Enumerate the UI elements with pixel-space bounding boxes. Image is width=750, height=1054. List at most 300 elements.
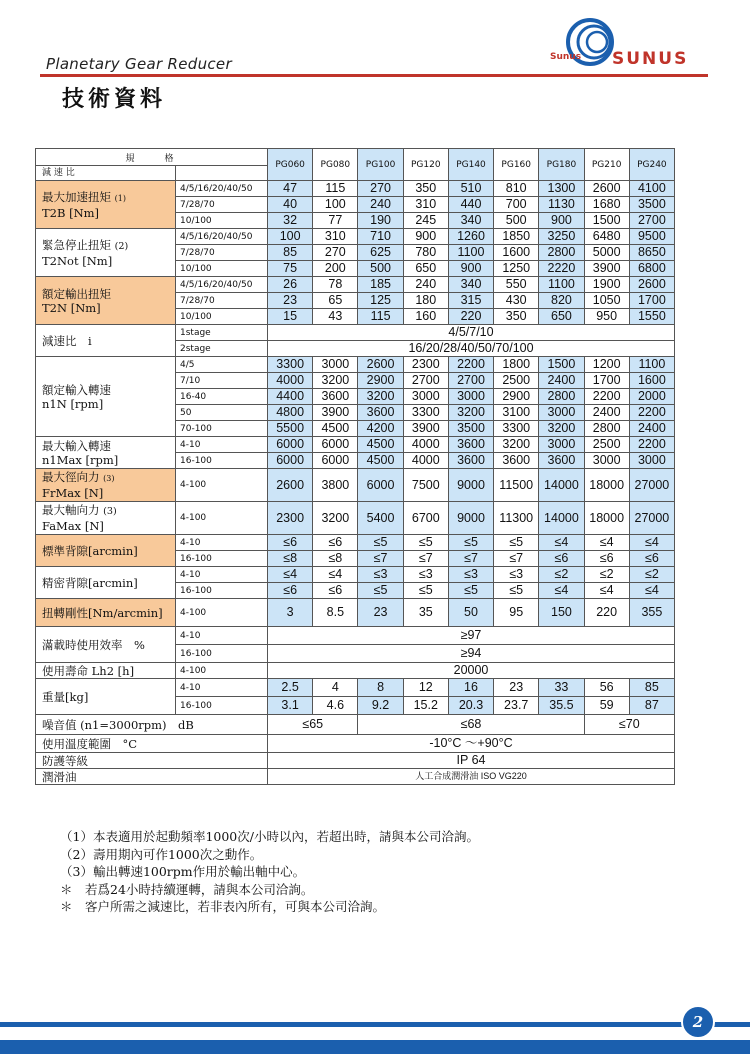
value-cell: 700 [494, 197, 539, 213]
value-cell: ≥97 [268, 627, 675, 645]
value-cell: 2000 [629, 389, 674, 405]
value-cell: 12 [403, 679, 448, 697]
table-row [36, 469, 675, 502]
ratio-cell: 16-100 [176, 645, 268, 663]
row-label: 最大軸向力 [42, 503, 100, 517]
value-cell: ≤4 [584, 583, 629, 599]
table-row [36, 149, 675, 166]
value-cell: ≤6 [313, 583, 358, 599]
value-cell: 8 [358, 679, 403, 697]
footer-divider [0, 1022, 750, 1027]
value-cell: 4200 [358, 421, 403, 437]
ratio-cell: 1stage [176, 325, 268, 341]
value-cell: 1300 [539, 181, 584, 197]
value-cell: 18000 [584, 469, 629, 502]
value-cell: 950 [584, 309, 629, 325]
value-cell: 2700 [629, 213, 674, 229]
row-header [36, 567, 176, 599]
value-cell: 3000 [448, 389, 493, 405]
value-cell: 4/5/7/10 [268, 325, 675, 341]
value-cell: ≤4 [629, 535, 674, 551]
value-cell: 200 [313, 261, 358, 277]
value-cell: 2500 [494, 373, 539, 389]
value-cell: 7500 [403, 469, 448, 502]
value-cell: 6800 [629, 261, 674, 277]
value-cell: ≤4 [584, 535, 629, 551]
row-label: 標準背隙[arcmin] [42, 543, 138, 558]
note-3: （3）輸出轉速100rpm作用於輸出軸中心。 [60, 864, 306, 879]
ratio-cell: 4-10 [176, 567, 268, 583]
table-row [36, 599, 675, 627]
value-cell: 6480 [584, 229, 629, 245]
value-cell: 3600 [313, 389, 358, 405]
value-cell: ≤5 [403, 535, 448, 551]
value-cell: ≤3 [494, 567, 539, 583]
value-cell: ≤6 [313, 535, 358, 551]
value-cell: 2200 [584, 389, 629, 405]
value-cell: ≤5 [494, 535, 539, 551]
value-cell: 5400 [358, 502, 403, 535]
page-title: 技術資料 [62, 86, 167, 112]
value-cell: 85 [629, 679, 674, 697]
value-cell: 2600 [584, 181, 629, 197]
value-cell: 150 [539, 599, 584, 627]
value-cell: 650 [403, 261, 448, 277]
value-cell: 23 [494, 679, 539, 697]
value-cell: 4500 [358, 453, 403, 469]
value-cell: 40 [268, 197, 313, 213]
value-cell: 4800 [268, 405, 313, 421]
value-cell: 85 [268, 245, 313, 261]
ratio-cell: 4/5 [176, 357, 268, 373]
value-cell: 35 [403, 599, 448, 627]
value-cell: 27000 [629, 502, 674, 535]
model-header: PG180 [539, 149, 584, 181]
value-cell: 2300 [268, 502, 313, 535]
value-cell: 3600 [494, 453, 539, 469]
value-cell: 59 [584, 697, 629, 715]
row-header: 減速比 i [36, 325, 176, 357]
value-cell: 75 [268, 261, 313, 277]
value-cell: 3200 [539, 421, 584, 437]
row-header: 滿載時使用效率 % [36, 627, 176, 663]
table-row [36, 769, 675, 785]
value-cell: 625 [358, 245, 403, 261]
spec-header: 規 格 [36, 149, 268, 166]
table-row [36, 502, 675, 535]
row-header [36, 599, 176, 627]
note-4: ＊ 若爲24小時持續運轉，請與本公司洽詢。 [60, 881, 314, 897]
value-cell: 16 [448, 679, 493, 697]
value-cell: 26 [268, 277, 313, 293]
table-row [36, 735, 675, 753]
value-cell: 9000 [448, 469, 493, 502]
value-cell: ≥94 [268, 645, 675, 663]
value-cell: 2600 [629, 277, 674, 293]
value-cell: 1700 [629, 293, 674, 309]
value-cell: ≤7 [448, 551, 493, 567]
value-cell: 2500 [584, 437, 629, 453]
note-2: （2）壽用期內可作1000次之動作。 [60, 846, 263, 862]
ratio-cell: 4-100 [176, 469, 268, 502]
value-cell: -10°C ～+90°C [268, 735, 675, 753]
value-cell: 3200 [313, 373, 358, 389]
value-cell: ≤2 [539, 567, 584, 583]
ratio-cell: 16-100 [176, 551, 268, 567]
row-header: 噪音值 (n1=3000rpm) dB [36, 715, 268, 735]
value-cell: 1850 [494, 229, 539, 245]
value-cell: 1100 [629, 357, 674, 373]
value-cell: 3000 [539, 437, 584, 453]
ratio-cell: 10/100 [176, 261, 268, 277]
value-cell: 1100 [539, 277, 584, 293]
value-cell: 2200 [629, 437, 674, 453]
value-cell: 2900 [494, 389, 539, 405]
value-cell: 6000 [268, 437, 313, 453]
value-cell: 1600 [629, 373, 674, 389]
value-cell: 220 [448, 309, 493, 325]
value-cell: 3600 [448, 453, 493, 469]
model-header: PG240 [629, 149, 674, 181]
spec-table [35, 148, 675, 785]
value-cell: 20000 [268, 663, 675, 679]
value-cell: 3200 [448, 405, 493, 421]
value-cell: 315 [448, 293, 493, 309]
value-cell: 430 [494, 293, 539, 309]
value-cell: 2400 [584, 405, 629, 421]
value-cell: 3000 [584, 453, 629, 469]
value-cell: 4100 [629, 181, 674, 197]
value-cell: 3200 [494, 437, 539, 453]
value-cell: 35.5 [539, 697, 584, 715]
value-cell: 270 [313, 245, 358, 261]
value-cell: 1050 [584, 293, 629, 309]
row-label: 額定輸出扭矩 [42, 286, 111, 301]
value-cell: ≤5 [358, 535, 403, 551]
value-cell: 2400 [539, 373, 584, 389]
value-cell: 23 [358, 599, 403, 627]
value-cell: 440 [448, 197, 493, 213]
value-cell: ≤3 [448, 567, 493, 583]
value-cell: 5000 [584, 245, 629, 261]
row-symbol: n1Max [rpm] [42, 452, 119, 467]
value-cell: 4000 [403, 437, 448, 453]
value-cell: ≤5 [448, 583, 493, 599]
value-cell: 77 [313, 213, 358, 229]
value-cell: 1600 [494, 245, 539, 261]
value-cell: 3250 [539, 229, 584, 245]
value-cell: ≤3 [358, 567, 403, 583]
value-cell: 3100 [494, 405, 539, 421]
model-header: PG210 [584, 149, 629, 181]
ratio-cell: 4/5/16/20/40/50 [176, 181, 268, 197]
value-cell: ≤4 [313, 567, 358, 583]
value-cell: 2900 [358, 373, 403, 389]
value-cell: 27000 [629, 469, 674, 502]
value-cell: 550 [494, 277, 539, 293]
row-note: (2) [114, 240, 129, 252]
value-cell: 100 [268, 229, 313, 245]
value-cell: 78 [313, 277, 358, 293]
value-cell: 180 [403, 293, 448, 309]
value-cell: ≤2 [629, 567, 674, 583]
row-label: 緊急停止扭矩 [42, 237, 111, 252]
value-cell: 3000 [629, 453, 674, 469]
value-cell: 87 [629, 697, 674, 715]
table-row [36, 715, 675, 735]
logo-small-text: Sunus [550, 52, 582, 62]
value-cell: 2700 [448, 373, 493, 389]
model-header: PG140 [448, 149, 493, 181]
value-cell: ≤6 [539, 551, 584, 567]
value-cell: 1130 [539, 197, 584, 213]
table-row [36, 181, 675, 197]
value-cell: 900 [403, 229, 448, 245]
value-cell: 3600 [358, 405, 403, 421]
value-cell: 2200 [629, 405, 674, 421]
ratio-cell: 4-100 [176, 663, 268, 679]
value-cell: 1800 [494, 357, 539, 373]
table-row [36, 753, 675, 769]
value-cell: ≤6 [268, 583, 313, 599]
value-cell: ≤8 [268, 551, 313, 567]
ratio-cell: 4-10 [176, 535, 268, 551]
table-row [36, 229, 675, 245]
value-cell: 1900 [584, 277, 629, 293]
row-label: 最大輸入轉速 [42, 438, 111, 453]
value-cell: 47 [268, 181, 313, 197]
value-cell: 340 [448, 277, 493, 293]
value-cell: 1500 [539, 357, 584, 373]
model-header: PG120 [403, 149, 448, 181]
value-cell: ≤4 [629, 583, 674, 599]
ratio-cell: 7/28/70 [176, 245, 268, 261]
value-cell: ≤6 [268, 535, 313, 551]
table-row [36, 535, 675, 551]
value-cell: 15 [268, 309, 313, 325]
notes [60, 828, 479, 916]
ratio-cell: 16-100 [176, 453, 268, 469]
value-cell: 1260 [448, 229, 493, 245]
value-cell: 1100 [448, 245, 493, 261]
value-cell: 1250 [494, 261, 539, 277]
row-symbol: T2B [Nm] [42, 205, 100, 220]
value-cell: 355 [629, 599, 674, 627]
value-cell: 4500 [358, 437, 403, 453]
value-cell: 2800 [584, 421, 629, 437]
value-cell: 340 [448, 213, 493, 229]
ratio-cell: 70-100 [176, 421, 268, 437]
document-title: Planetary Gear Reducer [46, 55, 232, 73]
row-header [36, 535, 176, 567]
row-header: 防護等級 [36, 753, 268, 769]
value-cell: 3000 [403, 389, 448, 405]
row-note: (1) [114, 193, 126, 203]
row-header [36, 181, 176, 229]
value-cell: 2800 [539, 389, 584, 405]
value-cell: 3200 [358, 389, 403, 405]
value-cell: ≤4 [539, 583, 584, 599]
value-cell: 4.6 [313, 697, 358, 715]
value-cell: 14000 [539, 502, 584, 535]
value-cell: 3300 [494, 421, 539, 437]
row-header: 使用溫度範圍 °C [36, 735, 268, 753]
value-cell: 2400 [629, 421, 674, 437]
value-cell: 3000 [313, 357, 358, 373]
value-cell: ≤7 [494, 551, 539, 567]
row-header [36, 469, 176, 502]
value-cell: ≤5 [494, 583, 539, 599]
value-cell: ≤7 [403, 551, 448, 567]
value-cell: 5500 [268, 421, 313, 437]
table-row [36, 437, 675, 453]
value-cell: 18000 [584, 502, 629, 535]
ratio-cell: 4-10 [176, 679, 268, 697]
value-cell: 3500 [448, 421, 493, 437]
value-cell: 500 [494, 213, 539, 229]
value-cell: 6000 [358, 469, 403, 502]
value-cell: 185 [358, 277, 403, 293]
row-symbol: T2Not [Nm] [42, 253, 113, 268]
value-cell: 3600 [539, 453, 584, 469]
ratio-cell: 4-10 [176, 627, 268, 645]
value-cell: 2220 [539, 261, 584, 277]
value-cell: ≤6 [584, 551, 629, 567]
value-cell: 6700 [403, 502, 448, 535]
value-cell: 500 [358, 261, 403, 277]
ratio-cell: 7/10 [176, 373, 268, 389]
ratio-cell: 16-100 [176, 583, 268, 599]
row-note: (3) [103, 474, 115, 483]
ratio-cell: 10/100 [176, 309, 268, 325]
value-cell: 50 [448, 599, 493, 627]
value-cell: ≤4 [539, 535, 584, 551]
row-symbol: FaMax [N] [42, 519, 104, 533]
value-cell: 270 [358, 181, 403, 197]
value-cell: 1500 [584, 213, 629, 229]
value-cell: 510 [448, 181, 493, 197]
row-label: 最大徑向力 [42, 470, 100, 484]
value-cell: 350 [494, 309, 539, 325]
row-header [36, 229, 176, 277]
table-row [36, 277, 675, 293]
ratio-header: 減 速 比 [36, 166, 176, 181]
value-cell: 3900 [584, 261, 629, 277]
value-cell: ≤7 [358, 551, 403, 567]
value-cell: 710 [358, 229, 403, 245]
value-cell: 2600 [358, 357, 403, 373]
value-cell: 2800 [539, 245, 584, 261]
ratio-cell: 7/28/70 [176, 197, 268, 213]
value-cell: 15.2 [403, 697, 448, 715]
value-cell: 3000 [539, 405, 584, 421]
model-header: PG100 [358, 149, 403, 181]
value-cell: 125 [358, 293, 403, 309]
brand-name: SUNUS [612, 49, 689, 69]
value-cell: 1680 [584, 197, 629, 213]
row-label: 扭轉剛性[Nm/arcmin] [42, 605, 163, 620]
row-label: 精密背隙[arcmin] [42, 575, 138, 590]
ratio-cell: 4-10 [176, 437, 268, 453]
value-cell: 1200 [584, 357, 629, 373]
value-cell: 11500 [494, 469, 539, 502]
ratio-cell: 10/100 [176, 213, 268, 229]
value-cell: 33 [539, 679, 584, 697]
row-header: 潤滑油 [36, 769, 268, 785]
table-row [36, 679, 675, 697]
value-cell: 240 [358, 197, 403, 213]
table-row [36, 627, 675, 645]
row-label: 重量[kg] [42, 689, 89, 704]
value-cell: 245 [403, 213, 448, 229]
ratio-cell: 4/5/16/20/40/50 [176, 229, 268, 245]
value-cell: 3800 [313, 469, 358, 502]
value-cell: ≤5 [403, 583, 448, 599]
value-cell: 65 [313, 293, 358, 309]
value-cell: 4400 [268, 389, 313, 405]
value-cell: 9000 [448, 502, 493, 535]
row-header [36, 437, 176, 469]
note-1: （1）本表適用於起動頻率1000次/小時以內，若超出時，請與本公司洽詢。 [60, 829, 479, 844]
value-cell: ≤8 [313, 551, 358, 567]
value-cell: 9.2 [358, 697, 403, 715]
note-5: ＊ 客户所需之減速比，若非表內所有，可與本公司洽詢。 [60, 899, 386, 914]
row-symbol: n1N [rpm] [42, 396, 104, 411]
table-row [36, 325, 675, 341]
value-cell: 2300 [403, 357, 448, 373]
value-cell: 20.3 [448, 697, 493, 715]
value-cell: 810 [494, 181, 539, 197]
row-label: 額定輸入轉速 [42, 382, 111, 397]
value-cell: 1700 [584, 373, 629, 389]
ratio-cell: 50 [176, 405, 268, 421]
page-number: 2 [681, 1005, 715, 1039]
ratio-cell: 16-40 [176, 389, 268, 405]
model-header: PG080 [313, 149, 358, 181]
row-header: 使用壽命 Lh2 [h] [36, 663, 176, 679]
value-cell: ≤68 [358, 715, 584, 735]
value-cell: 8.5 [313, 599, 358, 627]
value-cell: 900 [448, 261, 493, 277]
ratio-cell: 16-100 [176, 697, 268, 715]
value-cell: 2700 [403, 373, 448, 389]
value-cell: ≤2 [584, 567, 629, 583]
value-cell: 23 [268, 293, 313, 309]
value-cell: 115 [358, 309, 403, 325]
row-header [36, 679, 176, 715]
value-cell: 4000 [403, 453, 448, 469]
value-cell: IP 64 [268, 753, 675, 769]
value-cell: 人工合成潤滑油 ISO VG220 [268, 769, 675, 785]
value-cell: ≤70 [584, 715, 674, 735]
value-cell: 32 [268, 213, 313, 229]
row-note: (3) [103, 506, 117, 517]
value-cell: 2600 [268, 469, 313, 502]
ratio-cell: 2stage [176, 341, 268, 357]
value-cell: 3900 [403, 421, 448, 437]
value-cell: 16/20/28/40/50/70/100 [268, 341, 675, 357]
value-cell: 4000 [268, 373, 313, 389]
model-header: PG160 [494, 149, 539, 181]
value-cell: 310 [313, 229, 358, 245]
value-cell: ≤65 [268, 715, 358, 735]
value-cell: 3500 [629, 197, 674, 213]
value-cell: 3900 [313, 405, 358, 421]
value-cell: 650 [539, 309, 584, 325]
value-cell: 95 [494, 599, 539, 627]
value-cell: ≤6 [629, 551, 674, 567]
table-row [36, 663, 675, 679]
